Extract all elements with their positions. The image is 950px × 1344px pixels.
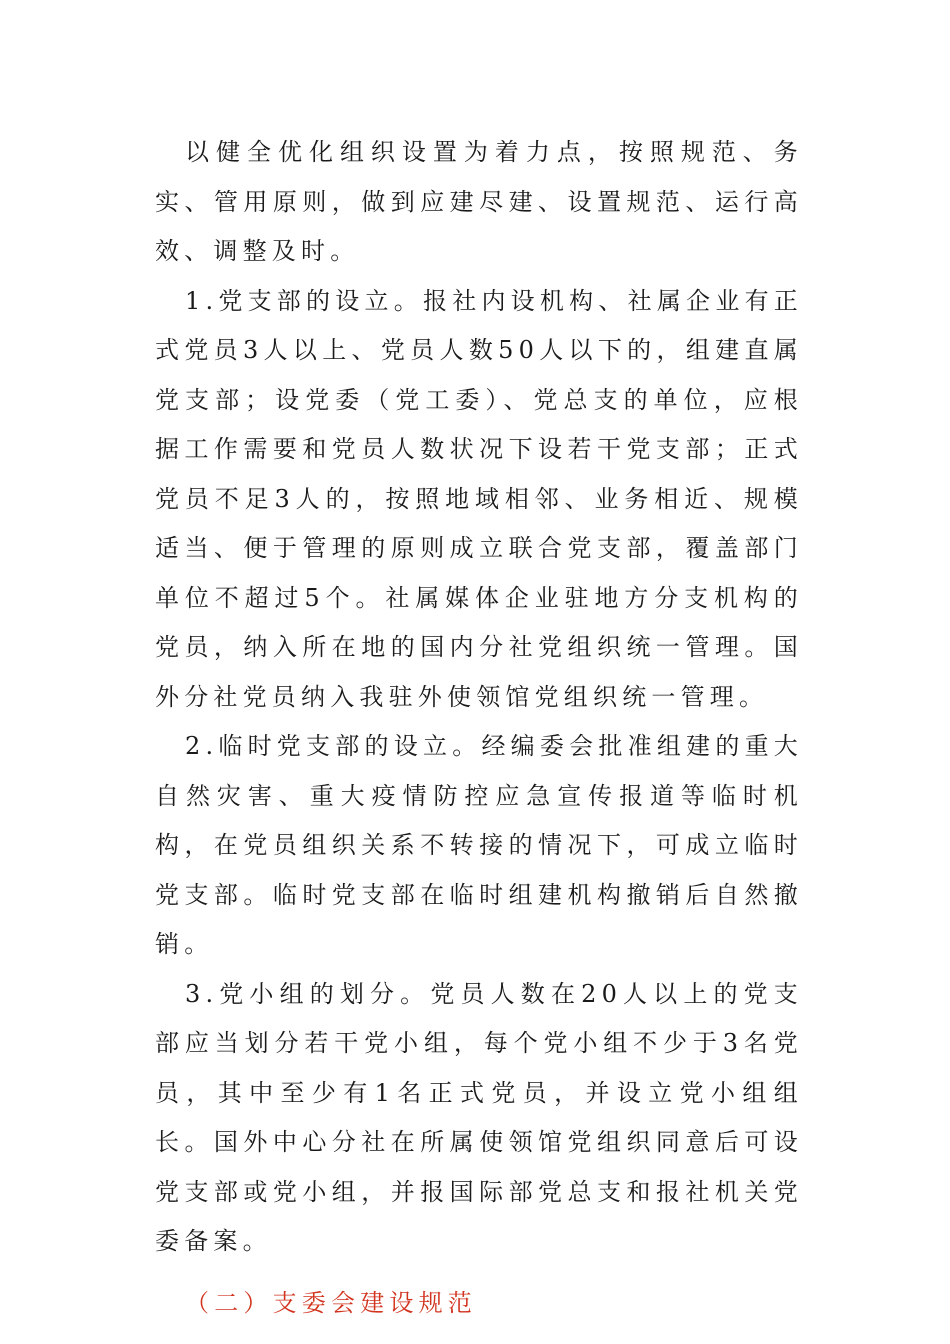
paragraph-intro: 以健全优化组织设置为着力点，按照规范、务实、管用原则，做到应建尽建、设置规范、运行高效、调整及时。 <box>155 138 803 265</box>
paragraph-temporary-branch: 2.临时党支部的设立。经编委会批准组建的重大自然灾害、重大疫情防控应急宣传报道等临时机构，在党员组织关系不转接的情况下，可成立临时党支部。临时党支部在临时组建机构撤销后自然撤销。 <box>155 732 803 958</box>
paragraph-party-group: 3.党小组的划分。党员人数在20人以上的党支部应当划分若干党小组，每个党小组不少于3名党员，其中至少有1名正式党员，并设立党小组组长。国外中心分社在所属使领馆党组织同意后可设党支部或党小组，并报国际部党总支和报社机关党委备案。 <box>155 979 803 1255</box>
section-heading: （二）支委会建设规范 <box>185 1288 477 1317</box>
document-body <box>155 128 803 1328</box>
paragraph-party-branch: 1.党支部的设立。报社内设机构、社属企业有正式党员3人以上、党员人数50人以下的，组建直属党支部；设党委（党工委）、党总支的单位，应根据工作需要和党员人数状况下设若干党支部；正式党员不足3人的，按照地域相邻、业务相近、规模适当、便于管理的原则成立联合党支部，覆盖部门单位不超过5个。社属媒体企业驻地方分支机构的党员，纳入所在地的国内分社党组织统一管理。国外分社党员纳入我驻外使领馆党组织统一管理。 <box>155 286 803 711</box>
